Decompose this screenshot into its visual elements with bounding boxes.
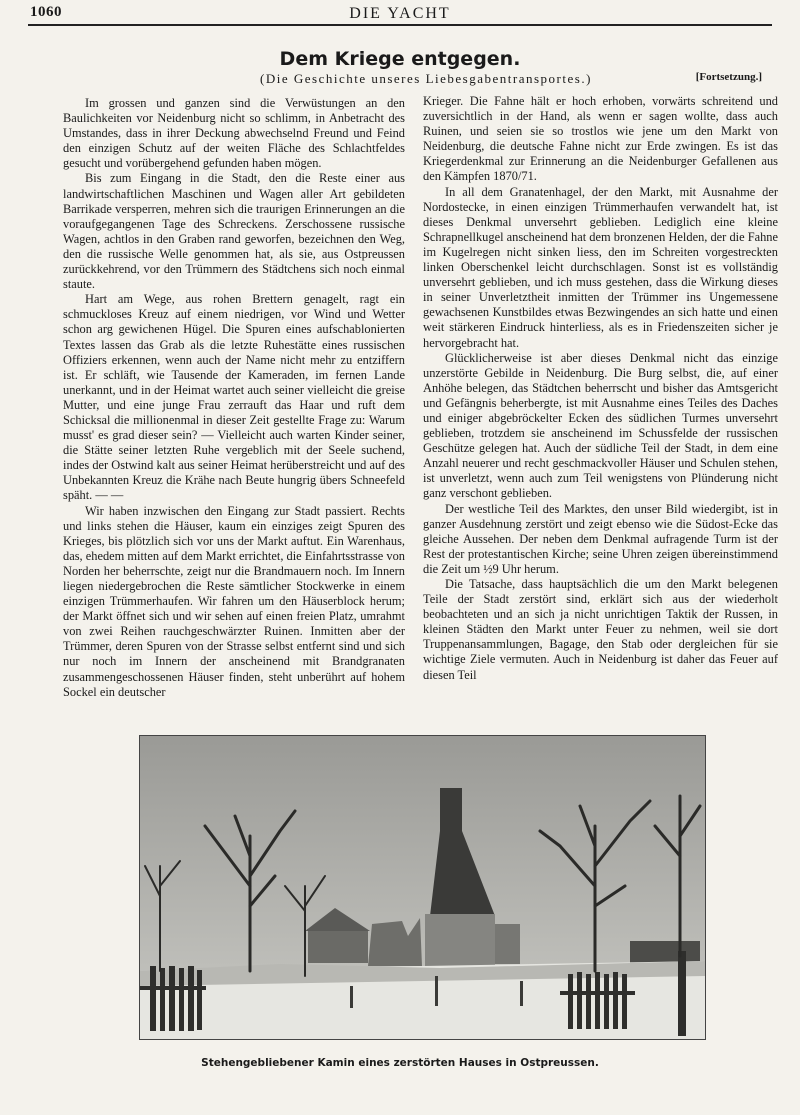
- right-column: [423, 94, 778, 709]
- header-rule: [28, 24, 772, 26]
- paragraph: Bis zum Eingang in die Stadt, den die Reste einer aus landwirtschaftlichen Maschinen und Wagen aller Art gebildeten Barrikade versperren, mehren sich die traurigen Erinnerungen an die voraufgegangenen Tage des Schreckens. Zerschossene russische Wagen, achtlos in den Graben rand geworfen, bezeichnen den Weg, den die russische Welle genommen hat, als sie, aus Ostpreussen zurückkehrend, vor den Trümmern des Städtchens sich noch einmal staute.: [63, 171, 405, 292]
- page-number: 1060: [30, 4, 62, 20]
- paragraph: Die Tatsache, dass hauptsächlich die um den Markt belegenen Teile der Stadt zerstört sind, erklärt sich aus der wiederholt beobachteten und an sich ja nicht unrichtigen Taktik der Russen, in kleinen Städten den Markt unter Feuer zu nehmen, weil sie dort Truppenansammlungen, Bagage, den Stab oder dergleichen für sie wichtige Ziele vermuten. Auch in Neidenburg ist daher das Feuer auf diesen Teil: [423, 577, 778, 682]
- continued-note: [Fortsetzung.]: [695, 71, 762, 83]
- ruined-chimney-photo: [139, 735, 706, 1040]
- paragraph: Im grossen und ganzen sind die Verwüstungen an den Baulichkeiten vor Neidenburg nicht so schlimm, in Anbetracht des Umstandes, dass in ihrer Deckung abwechselnd Freund und Feind den einzigen Schutz auf der weiten Fläche des Schlachtfeldes gesucht und vorübergehend gefunden haben mögen.: [63, 96, 405, 171]
- paragraph: Wir haben inzwischen den Eingang zur Stadt passiert. Rechts und links stehen die Häuser, kaum ein einziges zeigt Spuren des Krieges, bis plötzlich sich vor uns der Markt auftut. Ein Warenhaus, das, ehedem mitten auf dem Markt errichtet, die Einfahrtsstrasse von Norden her beherrschte, zeigt nur die Brandmauern noch. Im Innern liegen niedergebrochen die Reste sämtlicher Stockwerke in einem einzigen Trümmerhaufen. Wir fahren um den Häuserblock herum; der Markt öffnet sich und wir sehen auf einen freien Platz, umrahmt von zwei Reihen rauchgeschwärzter Ruinen. Inmitten aber der Trümmer, deren Spuren von der Strasse selbst entfernt sind und sich nur noch im Innern der anscheinend mit Brandgranaten zusammengeschossenen Häuser finden, steht unberührt auf hohem Sockel ein deutscher: [63, 503, 405, 699]
- photo-caption: Stehengebliebener Kamin eines zerstörten Hauses in Ostpreussen.: [201, 1057, 599, 1069]
- paragraph: Glücklicherweise ist aber dieses Denkmal nicht das einzige unzerstörte Gebilde in Neidenburg. Die Burg selbst, die, auf einer Anhöhe belegen, das Städtchen beherrscht und bisher das Amtsgericht und Gefängnis beherbergte, ist mit Ausnahme eines Teiles des Daches und einiger abgebröckelter Ecken des südlichen Turmes unversehrt geblieben, trotzdem sie anscheinend im Schussfelde der russischen Geschütze gelegen hat. Auch der südliche Teil der Stadt, in dem eine Anzahl neuerer und recht geschmackvoller Häuser und Schulen stehen, ist unverletzt, wenn auch zum Teil wenigstens von Plünderung nicht ganz verschont geblieben.: [423, 350, 778, 501]
- paragraph: Krieger. Die Fahne hält er hoch erhoben, vorwärts schreitend und zuversichtlich in der Hand, als wenn er sagen wollte, dass auch Ruinen, und seien sie so trostlos wie jene um den Markt von Neidenburg, die deutsche Fahne nicht zur Erde zwingen. Es ist das Kriegerdenkmal zur Erinnerung an die Neidenburger Gefallenen aus den Kämpfen 1870/71.: [423, 94, 778, 184]
- page-header: [0, 2, 800, 24]
- running-title: DIE YACHT: [349, 5, 451, 22]
- article-title: Dem Kriege entgegen.: [279, 48, 521, 70]
- paragraph: Der westliche Teil des Marktes, den unser Bild wiedergibt, ist in ganzer Ausdehnung zerstört und zeigt ebenso wie die Südost-Ecke das gleiche Aussehen. Der neben dem Denkmal aufragende Turm ist der Rest der protestantischen Kirche; seine Uhren zeigen übereinstimmend die Zeit um ½9 Uhr herum.: [423, 501, 778, 576]
- article-subtitle: (Die Geschichte unseres Liebesgabentransportes.): [260, 71, 592, 86]
- left-column: [63, 96, 405, 711]
- photo-illustration: [140, 736, 705, 1039]
- paragraph: Hart am Wege, aus rohen Brettern genagelt, ragt ein schmuckloses Kreuz auf einem niedrigen, vor Wind und Wetter schon arg gewichenen Hügel. Die Spuren eines aufschablonierten Textes lassen das Grab als die letzte Ruhestätte eines russischen Offiziers erkennen, wenn auch der Name nicht mehr zu entziffern ist. Er schläft, wie Tausende der Kameraden, im fernen Lande unerkannt, und in der Heimat wartet auch seiner vielleicht die greise Mutter, und eine junge Frau zerrauft das Haar und ruft dem Schicksal die millionenmal in dieser Zeit gestellte Frage zu: Warum musst' es grad dieser sein? — Vielleicht auch warten Kinder seiner, die Stätte seiner letzten Ruhe vergeblich mit der Seele suchend, indes der Ostwind kalt aus seiner Heimat herüberstreicht und auf des Unbekannten Kreuz die Krähe nach Beute hungrig übers Schneefeld späht. — —: [63, 292, 405, 503]
- paragraph: In all dem Granatenhagel, der den Markt, mit Ausnahme der Nordostecke, in einen einzigen Trümmerhaufen verwandelt hat, ist dieses Denkmal unversehrt geblieben. Lediglich eine kleine Schrapnellkugel anscheinend hat dem bronzenen Helden, der die Fahne im Kugelregen nicht sinken liess, den im Schreiten vorgestreckten linken Oberschenkel leicht durchschlagen. Sonst ist es vollständig unversehrt geblieben, und ich muss gestehen, dass die Wirkung dieses in seiner Unverletztheit inmitten der Trümmer ins Ungemessene gewachsenen Kunstbildes etwas Bezwingendes an sich hatte und einen weit stärkeren Eindruck hinterliess, als es in Friedenszeiten sicher je hervorgebracht hat.: [423, 184, 778, 350]
